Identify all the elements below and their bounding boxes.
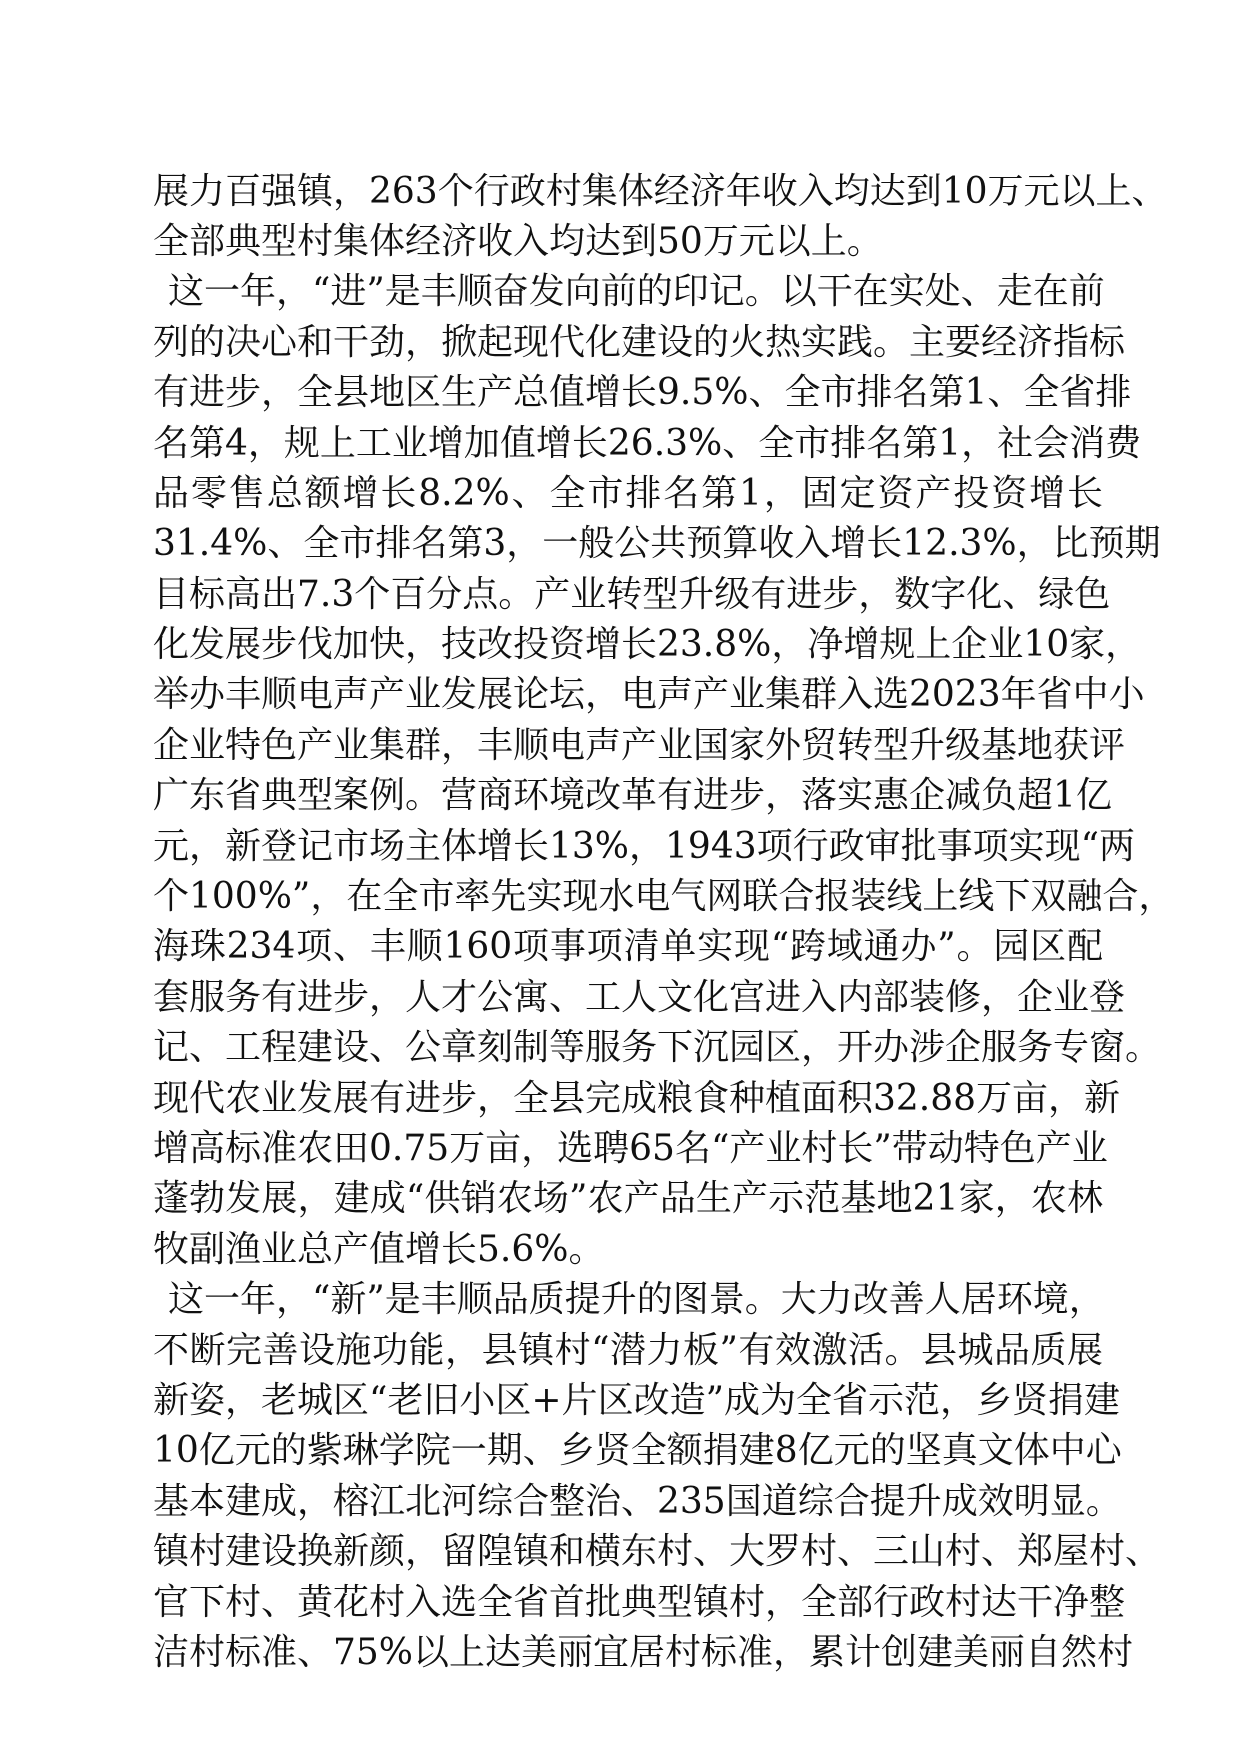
text-line-28: 镇村建设换新颜，留隍镇和横东村、大罗村、三山村、郑屋村、 [153, 1531, 1162, 1572]
text-line-12: 企业特色产业集群，丰顺电声产业国家外贸转型升级基地获评 [153, 725, 1126, 766]
paragraph-start-line: 这一年，“新”是丰顺品质提升的图景。大力改善人居环境， [168, 1279, 1105, 1320]
text-line-2: 全部典型村集体经济收入均达到50万元以上。 [153, 221, 883, 262]
text-line-9: 目标高出7.3个百分点。产业转型升级有进步，数字化、绿色 [153, 574, 1111, 615]
paragraph-start-line: 这一年，“进”是丰顺奋发向前的印记。以干在实处、走在前 [168, 271, 1105, 312]
text-line-1: 展力百强镇，263个行政村集体经济年收入均达到10万元以上、 [153, 171, 1168, 212]
text-line-14: 元，新登记市场主体增长13%，1943项行政审批事项实现“两 [153, 826, 1136, 867]
text-line-13: 广东省典型案例。营商环境改革有进步，落实惠企减负超1亿 [153, 775, 1112, 816]
text-line-29: 官下村、黄花村入选全省首批典型镇村，全部行政村达干净整 [153, 1582, 1126, 1623]
text-line-16: 海珠234项、丰顺160项事项清单实现“跨域通办”。园区配 [153, 926, 1103, 967]
text-line-20: 增高标准农田0.75万亩，选聘65名“产业村长”带动特色产业 [153, 1128, 1108, 1169]
text-line-25: 新姿，老城区“老旧小区+片区改造”成为全省示范，乡贤捐建 [153, 1380, 1120, 1421]
text-line-11: 举办丰顺电声产业发展论坛，电声产业集群入选2023年省中小 [153, 674, 1145, 715]
text-line-26: 10亿元的紫琳学院一期、乡贤全额捐建8亿元的坚真文体中心 [153, 1430, 1122, 1471]
text-line-8: 31.4%、全市排名第3，一般公共预算收入增长12.3%，比预期 [153, 523, 1161, 564]
text-line-30: 洁村标准、75%以上达美丽宜居村标准，累计创建美丽自然村 [153, 1632, 1134, 1673]
text-line-22: 牧副渔业总产值增长5.6%。 [153, 1229, 605, 1270]
text-line-10: 化发展步伐加快，技改投资增长23.8%，净增规上企业10家， [153, 624, 1142, 665]
text-line-5: 有进步，全县地区生产总值增长9.5%、全市排名第1、全省排 [153, 372, 1132, 413]
text-line-17: 套服务有进步，人才公寓、工人文化宫进入内部装修，企业登 [153, 977, 1126, 1018]
text-line-21: 蓬勃发展，建成“供销农场”农产品生产示范基地21家，农林 [153, 1178, 1103, 1219]
text-line-6: 名第4，规上工业增加值增长26.3%、全市排名第1，社会消费 [153, 423, 1142, 464]
text-line-7: 品零售总额增长8.2%、全市排名第1，固定资产投资增长 [153, 473, 1103, 514]
text-line-18: 记、工程建设、公章刻制等服务下沉园区，开办涉企服务专窗。 [153, 1027, 1162, 1068]
text-line-19: 现代农业发展有进步，全县完成粮食种植面积32.88万亩，新 [153, 1078, 1121, 1119]
text-line-4: 列的决心和干劲，掀起现代化建设的火热实践。主要经济指标 [153, 322, 1126, 363]
text-line-15: 个100%”，在全市率先实现水电气网联合报装线上线下双融合， [153, 876, 1175, 917]
text-line-24: 不断完善设施功能，县镇村“潜力板”有效激活。县城品质展 [153, 1330, 1103, 1371]
text-line-27: 基本建成，榕江北河综合整治、235国道综合提升成效明显。 [153, 1481, 1122, 1522]
